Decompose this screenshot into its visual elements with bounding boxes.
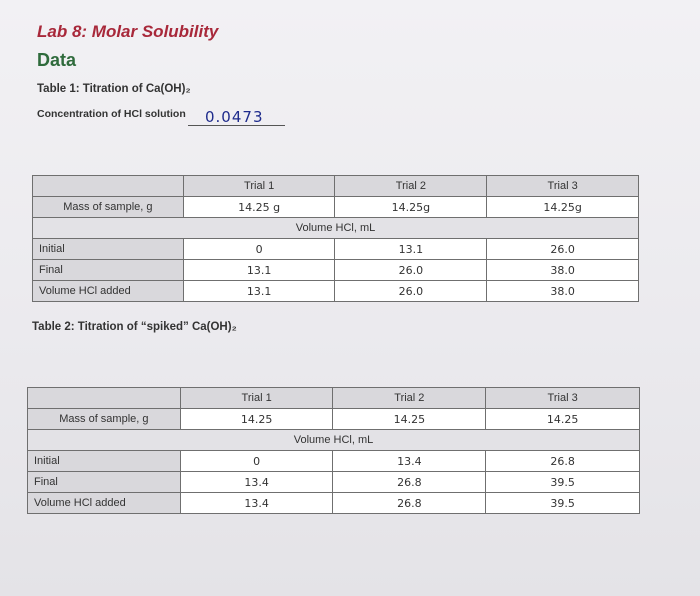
row-label: Initial <box>28 451 181 472</box>
row-label: Volume HCl added <box>28 493 181 514</box>
section-title: Data <box>37 50 77 70</box>
cell-value: 39.5 <box>486 493 640 514</box>
cell-value: 13.4 <box>333 451 486 472</box>
mass-trial-2: 14.25 <box>333 409 486 430</box>
table1 <box>32 175 639 302</box>
cell-value: 38.0 <box>487 260 639 281</box>
volume-header: Volume HCl, mL <box>33 218 639 239</box>
mass-trial-1: 14.25 g <box>183 197 335 218</box>
header-trial-1: Trial 1 <box>183 176 335 197</box>
concentration-value: 0.0473 <box>205 108 264 126</box>
table-row <box>28 409 640 430</box>
table-row <box>33 260 639 281</box>
row-label: Final <box>28 472 181 493</box>
cell-value: 26.8 <box>333 472 486 493</box>
mass-trial-1: 14.25 <box>180 409 333 430</box>
cell-value: 26.8 <box>486 451 640 472</box>
table-corner-cell <box>33 176 184 197</box>
cell-value: 13.4 <box>180 493 333 514</box>
table-row <box>33 281 639 302</box>
row-label: Volume HCl added <box>33 281 184 302</box>
row-label: Initial <box>33 239 184 260</box>
table-row <box>28 430 640 451</box>
header-trial-1: Trial 1 <box>180 388 333 409</box>
table1-caption: Table 1: Titration of Ca(OH)₂ <box>37 83 191 95</box>
table-row <box>33 218 639 239</box>
mass-label: Mass of sample, g <box>28 409 181 430</box>
cell-value: 0 <box>180 451 333 472</box>
table-row <box>33 176 639 197</box>
table-row <box>28 493 640 514</box>
mass-trial-3: 14.25 <box>486 409 640 430</box>
header-trial-3: Trial 3 <box>487 176 639 197</box>
lab-title: Lab 8: Molar Solubility <box>37 22 219 41</box>
cell-value: 26.0 <box>335 260 487 281</box>
table-corner-cell <box>28 388 181 409</box>
table-row <box>33 197 639 218</box>
header-trial-2: Trial 2 <box>335 176 487 197</box>
table-row <box>33 239 639 260</box>
cell-value: 39.5 <box>486 472 640 493</box>
cell-value: 13.1 <box>183 260 335 281</box>
cell-value: 26.8 <box>333 493 486 514</box>
mass-trial-3: 14.25g <box>487 197 639 218</box>
table-row <box>28 472 640 493</box>
table2 <box>27 387 640 514</box>
header-trial-3: Trial 3 <box>486 388 640 409</box>
cell-value: 13.1 <box>335 239 487 260</box>
cell-value: 13.4 <box>180 472 333 493</box>
mass-label: Mass of sample, g <box>33 197 184 218</box>
cell-value: 26.0 <box>487 239 639 260</box>
cell-value: 26.0 <box>335 281 487 302</box>
mass-trial-2: 14.25g <box>335 197 487 218</box>
table-row <box>28 388 640 409</box>
volume-header: Volume HCl, mL <box>28 430 640 451</box>
table2-caption: Table 2: Titration of “spiked” Ca(OH)₂ <box>32 321 237 333</box>
row-label: Final <box>33 260 184 281</box>
cell-value: 38.0 <box>487 281 639 302</box>
concentration-label: Concentration of HCl solution <box>37 108 186 120</box>
header-trial-2: Trial 2 <box>333 388 486 409</box>
cell-value: 13.1 <box>183 281 335 302</box>
cell-value: 0 <box>183 239 335 260</box>
table-row <box>28 451 640 472</box>
